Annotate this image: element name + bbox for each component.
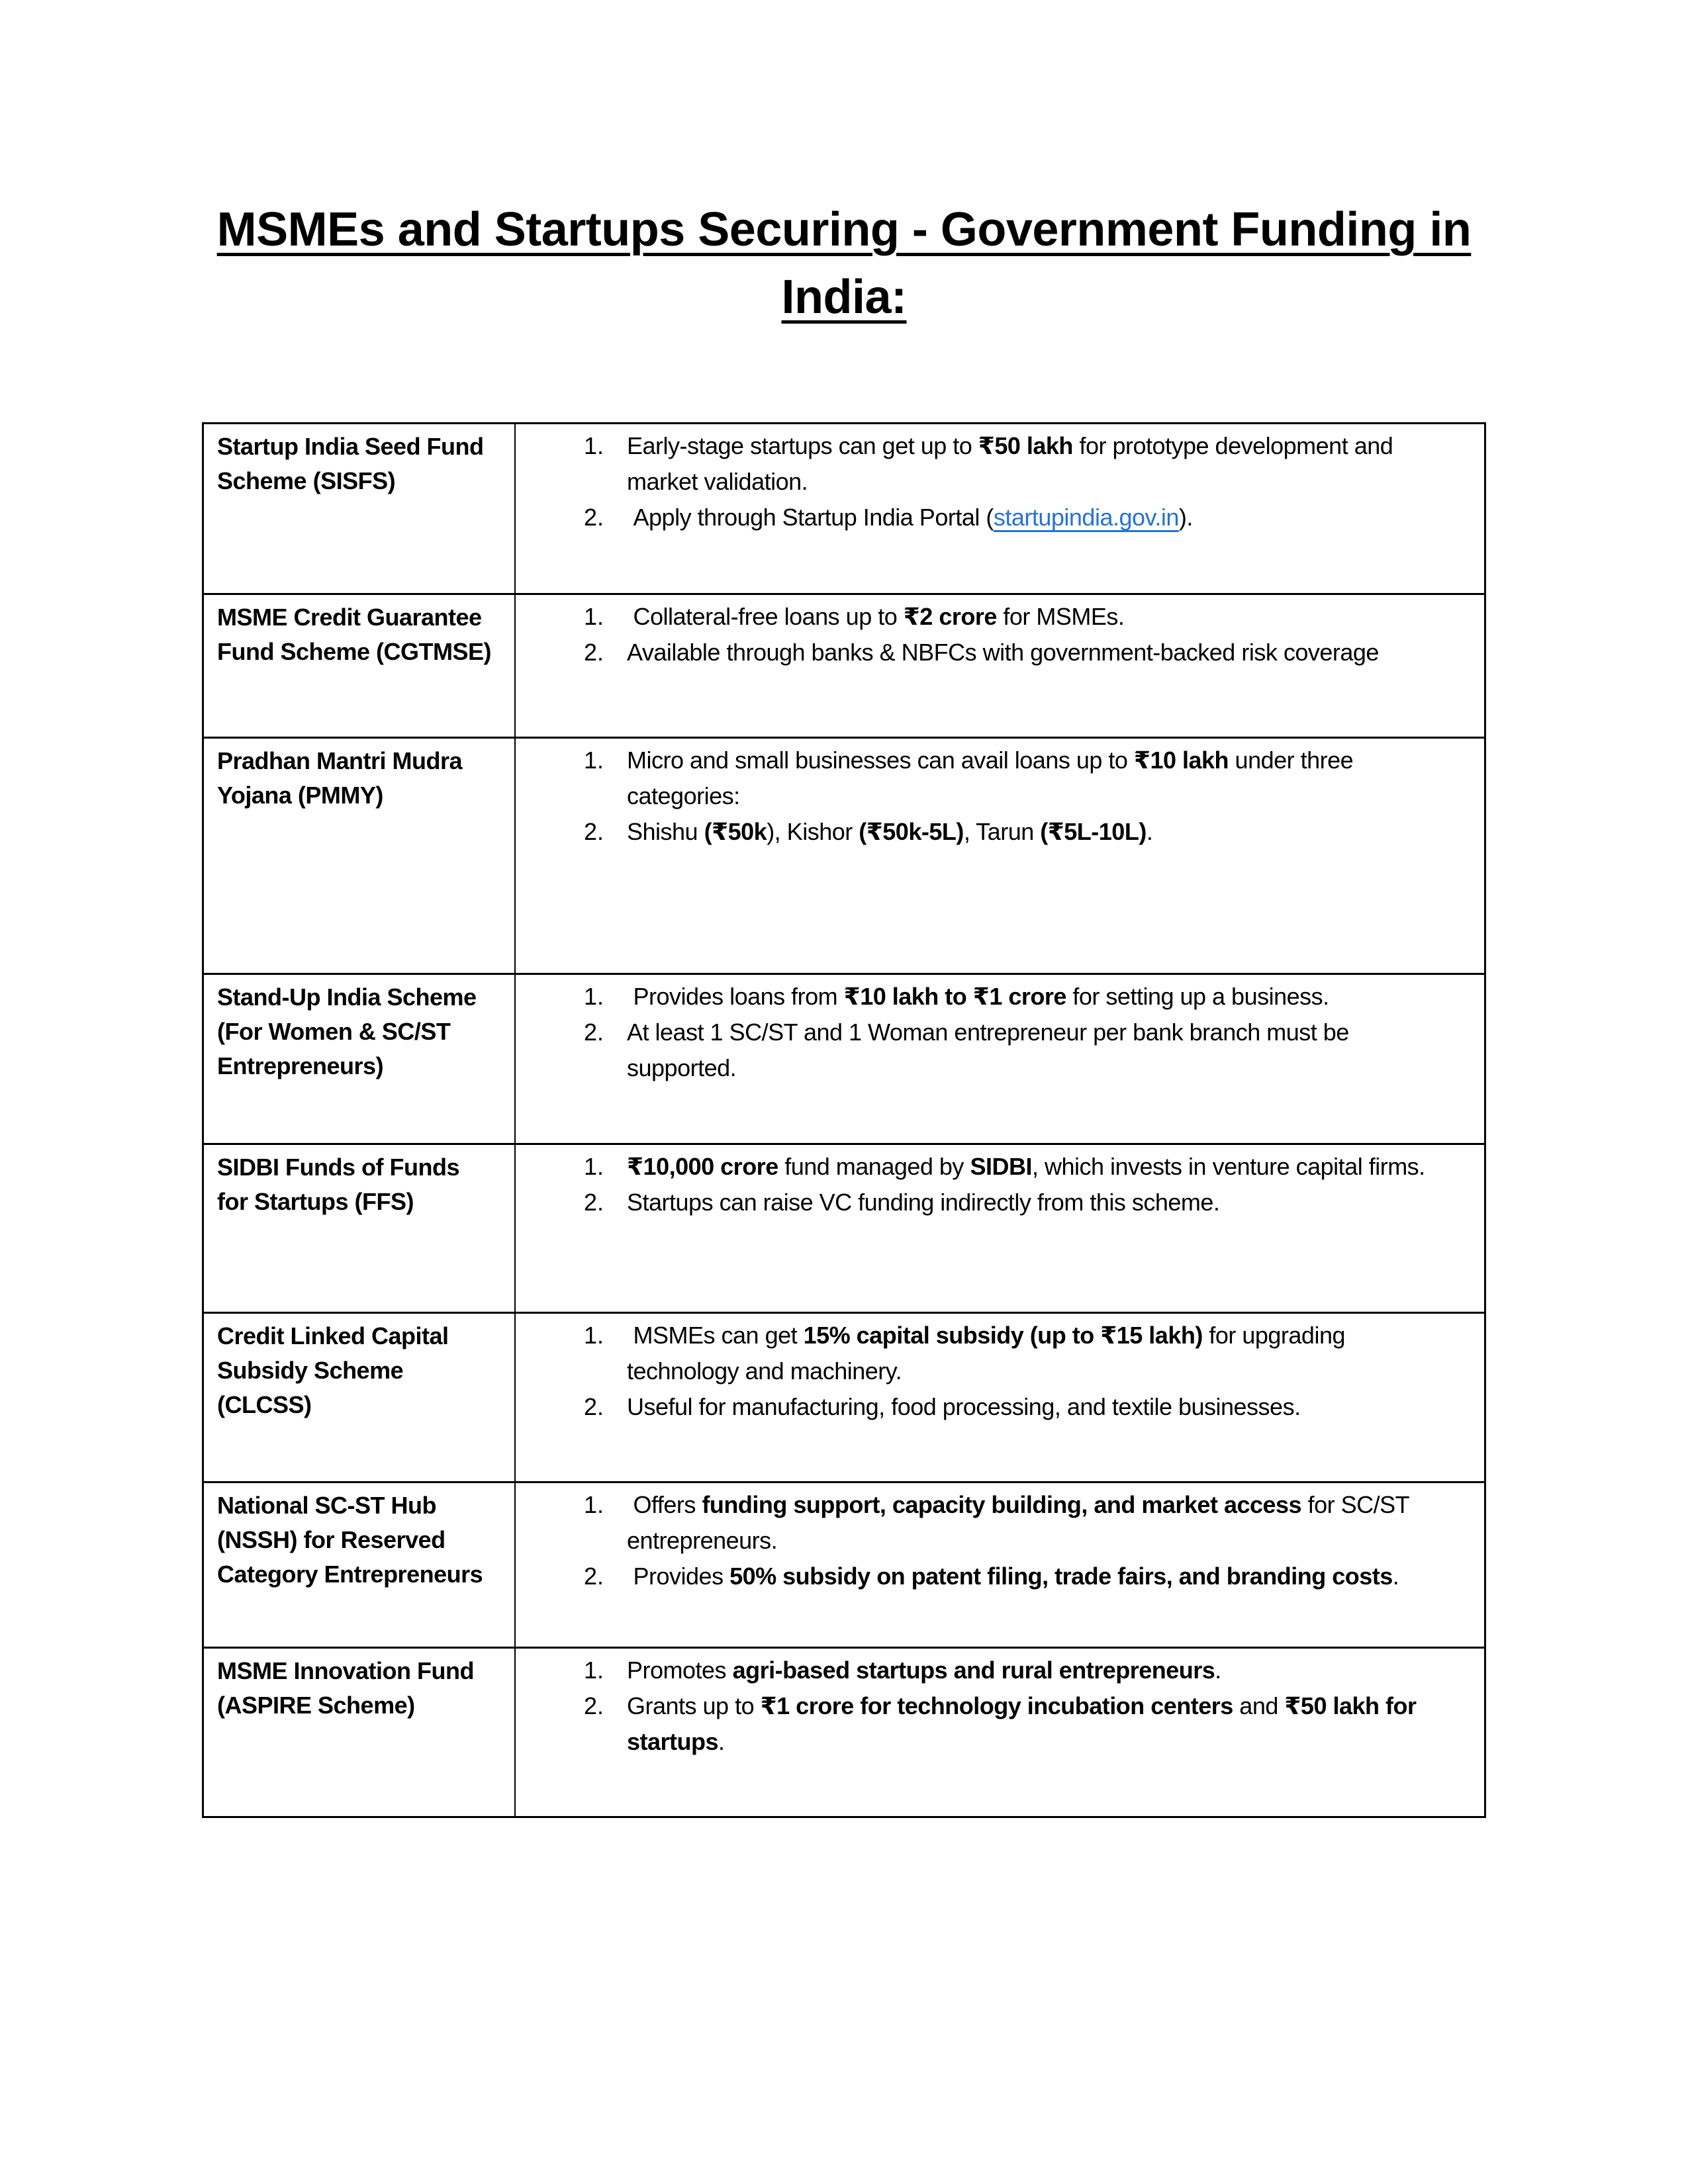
list-item-number: 2. — [584, 504, 604, 531]
scheme-name-cell — [204, 595, 516, 737]
text-segment: for upgrading technology and machinery. — [627, 1322, 1352, 1385]
scheme-points-cell — [516, 739, 1484, 973]
scheme-name: Startup India Seed Fund Scheme (SISFS) — [217, 433, 484, 494]
list-item-text — [627, 1318, 1460, 1389]
text-segment: , which invests in venture capital firms. — [1031, 1153, 1425, 1180]
list-item-text — [627, 1653, 1460, 1688]
list-item — [516, 500, 1460, 535]
bold-text-segment: ₹10 lakh — [1133, 747, 1229, 774]
list-item — [516, 1318, 1460, 1389]
text-segment: under three categories: — [627, 747, 1360, 809]
text-segment: fund managed by — [778, 1153, 970, 1180]
list-item — [516, 814, 1460, 850]
list-item-number: 1. — [584, 983, 604, 1010]
table-row — [204, 1312, 1484, 1481]
list-item — [516, 635, 1460, 670]
bold-text-segment: (₹50k-5L) — [859, 818, 964, 845]
list-item — [516, 1688, 1460, 1760]
list-item-text — [627, 599, 1460, 635]
list-item-number: 2. — [584, 1692, 604, 1719]
scheme-name-cell — [204, 739, 516, 973]
text-segment: Promotes — [627, 1657, 733, 1684]
list-item-number: 1. — [584, 1491, 604, 1518]
list-item-text — [627, 1149, 1460, 1185]
list-item-number: 1. — [584, 747, 604, 774]
text-segment: At least 1 SC/ST and 1 Woman entrepreneur per bank branch must be supported. — [627, 1019, 1356, 1081]
scheme-points-cell — [516, 595, 1484, 737]
table-row — [204, 973, 1484, 1143]
table-row — [204, 1481, 1484, 1647]
scheme-name: Pradhan Mantri Mudra Yojana (PMMY) — [217, 747, 463, 809]
text-segment: , Tarun — [963, 818, 1041, 845]
text-segment: Offers — [627, 1491, 702, 1518]
bold-text-segment: ₹50 lakh for startups — [627, 1692, 1423, 1755]
scheme-points-cell — [516, 975, 1484, 1143]
scheme-name-cell — [204, 975, 516, 1143]
list-item — [516, 1487, 1460, 1559]
list-item-text — [627, 1487, 1460, 1559]
schemes-table — [202, 422, 1486, 1818]
list-item-text — [627, 814, 1460, 850]
scheme-name-cell — [204, 1145, 516, 1312]
table-row — [204, 1143, 1484, 1312]
list-item — [516, 1559, 1460, 1594]
text-segment: Collateral-free loans up to — [627, 603, 904, 630]
list-item-text — [627, 1688, 1460, 1760]
text-segment: and — [1233, 1692, 1285, 1719]
text-segment: Provides — [627, 1563, 730, 1590]
text-segment: . — [1392, 1563, 1399, 1590]
points-list — [516, 979, 1460, 1086]
bold-text-segment: (₹5L-10L) — [1040, 818, 1147, 845]
table-row — [204, 593, 1484, 737]
text-segment: Provides loans from — [627, 983, 844, 1010]
points-list — [516, 1653, 1460, 1760]
list-item-number: 1. — [584, 603, 604, 630]
text-segment: for prototype development and market validation. — [627, 432, 1399, 495]
list-item-number: 2. — [584, 1563, 604, 1590]
text-segment: MSMEs can get — [627, 1322, 804, 1349]
points-list — [516, 599, 1460, 670]
scheme-points-cell — [516, 1314, 1484, 1481]
points-list — [516, 1487, 1460, 1594]
text-segment: Micro and small businesses can avail loans up to — [627, 747, 1134, 774]
list-item — [516, 1185, 1460, 1220]
text-segment: for setting up a business. — [1066, 983, 1329, 1010]
list-item-number: 2. — [584, 639, 604, 666]
list-item-text — [627, 979, 1460, 1015]
text-segment: Early-stage startups can get up to — [627, 432, 978, 459]
text-segment: . — [718, 1728, 725, 1755]
page-title — [0, 0, 1688, 331]
list-item-text — [627, 428, 1460, 500]
bold-text-segment: (₹50k — [704, 818, 767, 845]
list-item — [516, 1149, 1460, 1185]
list-item — [516, 1015, 1460, 1086]
table-row — [204, 737, 1484, 973]
bold-text-segment: ₹50 lakh — [978, 432, 1073, 459]
list-item-text — [627, 635, 1460, 670]
bold-text-segment: SIDBI — [970, 1153, 1032, 1180]
scheme-name: MSME Credit Guarantee Fund Scheme (CGTMSE) — [217, 604, 492, 665]
text-segment: Available through banks & NBFCs with government-backed risk coverage — [627, 639, 1379, 666]
list-item-number: 2. — [584, 1393, 604, 1420]
list-item-text — [627, 743, 1460, 814]
table-row — [204, 424, 1484, 593]
scheme-name: Stand-Up India Scheme (For Women & SC/ST Entrepreneurs) — [217, 983, 477, 1079]
bold-text-segment: ₹10 lakh to ₹1 crore — [843, 983, 1066, 1010]
scheme-name: National SC-ST Hub (NSSH) for Reserved Category Entrepreneurs — [217, 1492, 483, 1588]
text-segment: Startups can raise VC funding indirectly from this scheme. — [627, 1189, 1220, 1216]
text-segment: Grants up to — [627, 1692, 761, 1719]
page-title-line-1: MSMEs and Startups Securing - Government Funding in — [216, 203, 1472, 256]
scheme-name-cell — [204, 1314, 516, 1481]
list-item — [516, 428, 1460, 500]
points-list — [516, 1149, 1460, 1220]
text-segment: for MSMEs. — [996, 603, 1125, 630]
scheme-name: Credit Linked Capital Subsidy Scheme (CLCSS) — [217, 1322, 449, 1418]
scheme-points-cell — [516, 1649, 1484, 1816]
text-segment: Useful for manufacturing, food processing, and textile businesses. — [627, 1393, 1301, 1420]
bold-text-segment: ₹10,000 crore — [627, 1153, 778, 1180]
list-item — [516, 743, 1460, 814]
text-segment: Apply through Startup India Portal ( — [627, 504, 994, 531]
scheme-name: SIDBI Funds of Funds for Startups (FFS) — [217, 1154, 459, 1215]
list-item-text — [627, 1559, 1460, 1594]
points-list — [516, 428, 1460, 535]
page-title-line-2: India: — [781, 271, 907, 324]
text-segment: ), Kishor — [767, 818, 859, 845]
text-segment: Shishu — [627, 818, 704, 845]
bold-text-segment: ₹2 crore — [903, 603, 997, 630]
list-item-number: 2. — [584, 1019, 604, 1046]
list-item-text — [627, 500, 1460, 535]
bold-text-segment: agri-based startups and rural entrepreneurs — [732, 1657, 1215, 1684]
scheme-name-cell — [204, 1649, 516, 1816]
scheme-name-cell — [204, 424, 516, 593]
list-item-number: 1. — [584, 1322, 604, 1349]
points-list — [516, 1318, 1460, 1425]
list-item — [516, 979, 1460, 1015]
list-item — [516, 1389, 1460, 1425]
list-item-number: 2. — [584, 818, 604, 845]
list-item — [516, 1653, 1460, 1688]
bold-text-segment: ₹1 crore for technology incubation centers — [760, 1692, 1233, 1719]
scheme-name-cell — [204, 1483, 516, 1647]
list-item-text — [627, 1185, 1460, 1220]
table-row — [204, 1647, 1484, 1816]
scheme-name: MSME Innovation Fund (ASPIRE Scheme) — [217, 1657, 474, 1719]
text-segment: . — [1146, 818, 1153, 845]
points-list — [516, 743, 1460, 850]
scheme-points-cell — [516, 1145, 1484, 1312]
list-item — [516, 599, 1460, 635]
list-item-text — [627, 1015, 1460, 1086]
list-item-text — [627, 1389, 1460, 1425]
list-item-number: 1. — [584, 1153, 604, 1180]
text-segment: for SC/ST entrepreneurs. — [627, 1491, 1415, 1554]
scheme-points-cell — [516, 424, 1484, 593]
list-item-number: 1. — [584, 1657, 604, 1684]
scheme-points-cell — [516, 1483, 1484, 1647]
hyperlink-startupindia[interactable]: startupindia.gov.in — [993, 504, 1179, 531]
list-item-number: 1. — [584, 432, 604, 459]
text-segment: ). — [1178, 504, 1193, 531]
text-segment: . — [1215, 1657, 1221, 1684]
bold-text-segment: 15% capital subsidy (up to ₹15 lakh) — [803, 1322, 1203, 1349]
list-item-number: 2. — [584, 1189, 604, 1216]
bold-text-segment: funding support, capacity building, and market access — [702, 1491, 1302, 1518]
bold-text-segment: 50% subsidy on patent filing, trade fairs, and branding costs — [729, 1563, 1393, 1590]
